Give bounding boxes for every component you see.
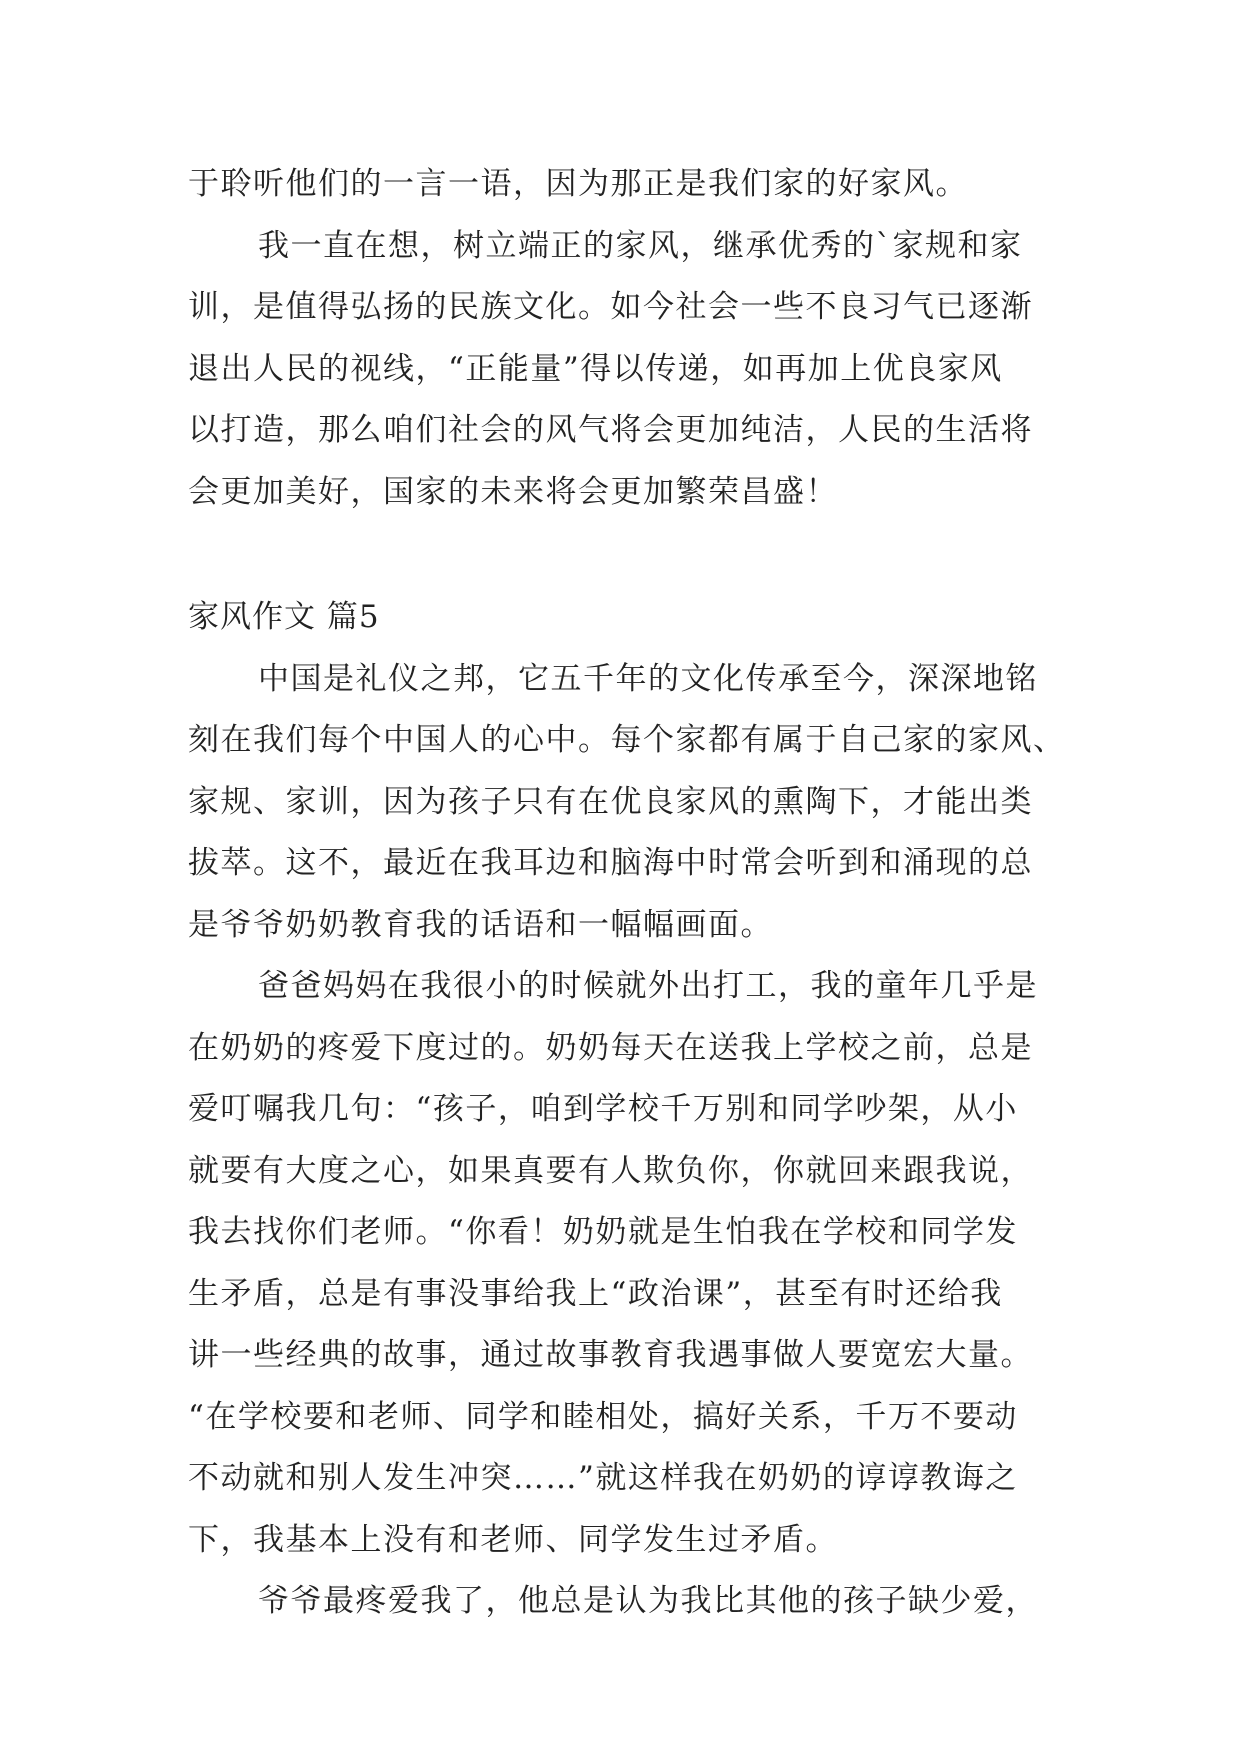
text-line: 在奶奶的疼爱下度过的。奶奶每天在送我上学校之前，总是 xyxy=(188,1029,1033,1066)
text-line: “在学校要和老师、同学和睦相处，搞好关系，千万不要动 xyxy=(188,1398,1018,1435)
text-line: 讲一些经典的故事，通过故事教育我遇事做人要宽宏大量。 xyxy=(188,1337,1033,1373)
text-line: 会更加美好，国家的未来将会更加繁荣昌盛！ xyxy=(188,473,838,510)
section-heading: 家风作文 篇5 xyxy=(188,599,380,635)
text-line: 我去找你们老师。“你看！奶奶就是生怕我在学校和同学发 xyxy=(188,1214,1018,1250)
text-line: 下，我基本上没有和老师、同学发生过矛盾。 xyxy=(188,1521,838,1558)
text-line: 退出人民的视线，“正能量”得以传递，如再加上优良家风 xyxy=(188,350,1003,387)
paragraph-start-line: 我一直在想，树立端正的家风，继承优秀的`家规和家 xyxy=(258,227,1023,264)
paragraph-start-line: 爸爸妈妈在我很小的时候就外出打工，我的童年几乎是 xyxy=(258,968,1038,1004)
text-line: 以打造，那么咱们社会的风气将会更加纯洁，人民的生活将 xyxy=(188,412,1033,448)
paragraph-start-line: 爷爷最疼爱我了，他总是认为我比其他的孩子缺少爱， xyxy=(258,1583,1038,1619)
text-line: 拔萃。这不，最近在我耳边和脑海中时常会听到和涌现的总 xyxy=(188,845,1033,881)
text-line: 爱叮嘱我几句：“孩子，咱到学校千万别和同学吵架，从小 xyxy=(188,1091,1018,1127)
text-line: 训，是值得弘扬的民族文化。如今社会一些不良习气已逐渐 xyxy=(188,289,1033,325)
document-body xyxy=(188,154,1066,1633)
text-line: 是爷爷奶奶教育我的话语和一幅幅画面。 xyxy=(188,906,773,943)
paragraph-start-line: 中国是礼仪之邦，它五千年的文化传承至今，深深地铭 xyxy=(258,660,1038,697)
text-line: 家规、家训，因为孩子只有在优良家风的熏陶下，才能出类 xyxy=(188,783,1033,820)
text-line: 不动就和别人发生冲突……”就这样我在奶奶的谆谆教诲之 xyxy=(188,1460,1018,1496)
text-line: 刻在我们每个中国人的心中。每个家都有属于自己家的家风、 xyxy=(188,722,1066,758)
text-line: 生矛盾，总是有事没事给我上“政治课”，甚至有时还给我 xyxy=(188,1275,1003,1312)
text-line: 于聆听他们的一言一语，因为那正是我们家的好家风。 xyxy=(188,166,968,202)
text-line: 就要有大度之心，如果真要有人欺负你，你就回来跟我说， xyxy=(188,1152,1033,1189)
